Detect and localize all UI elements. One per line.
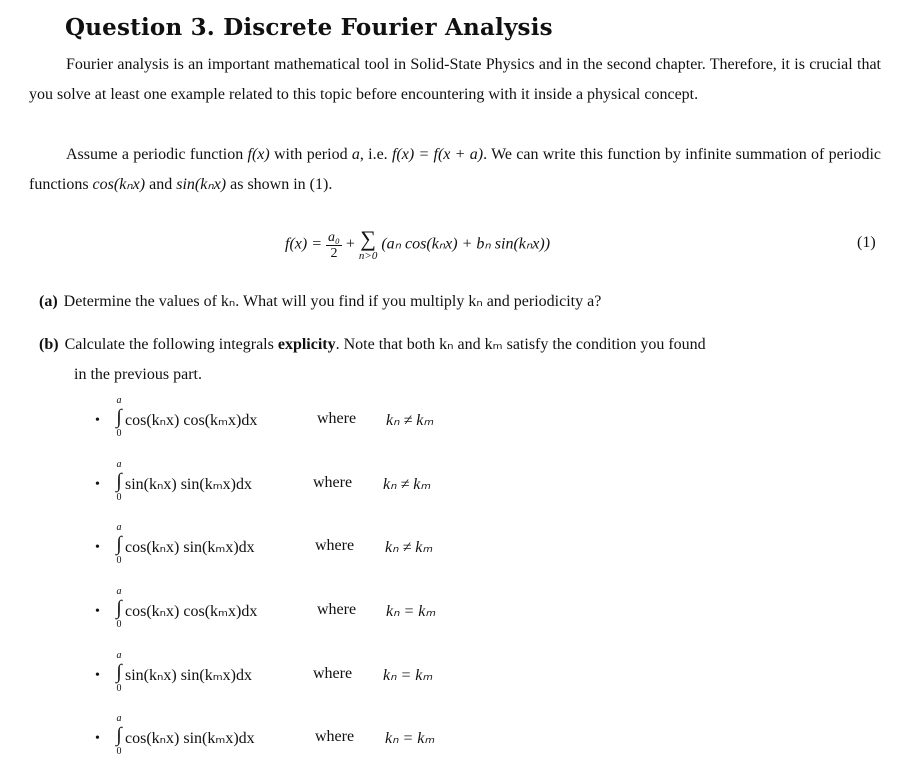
bullet-dot: •: [95, 540, 100, 555]
assume-mid3: . We can write this function by infinite summation of periodic functions: [29, 146, 882, 193]
integral-sign: [112, 460, 126, 503]
bullet-dot: •: [95, 731, 100, 746]
part-b-label: (b): [39, 336, 59, 353]
part-a-text: Determine the values of kₙ. What will you find if you multiply kₙ and periodicity a?: [63, 293, 602, 310]
where-label: where: [317, 410, 357, 427]
integral-symbol: ∫: [116, 470, 122, 492]
where-label: where: [315, 728, 355, 745]
assume-mid2: , i.e.: [359, 146, 392, 163]
assume-text: [29, 140, 881, 200]
integral-condition: kₙ = kₘ: [386, 603, 436, 620]
part-b: [39, 330, 881, 390]
assume-mid1: with period: [269, 146, 352, 163]
fourier-equation: [285, 228, 550, 262]
bullet-dot: •: [95, 604, 100, 619]
integral-symbol: ∫: [116, 533, 122, 555]
integral-symbol: ∫: [116, 661, 122, 683]
integral-lower: 0: [116, 555, 122, 566]
part-a-label: (a): [39, 293, 58, 310]
integral-upper: a: [116, 586, 122, 597]
integrand: sin(kₙx) sin(kₘx)dx: [125, 476, 252, 493]
assume-cos: cos(kₙx): [92, 176, 146, 193]
integral-condition: kₙ ≠ kₘ: [383, 476, 431, 493]
integral-condition: kₙ ≠ kₘ: [385, 539, 433, 556]
equation-body: (aₙ cos(kₙx) + bₙ sin(kₙx)): [381, 235, 551, 253]
where-label: where: [313, 474, 353, 491]
integral-sign: [112, 523, 126, 566]
integral-upper: a: [116, 522, 122, 533]
part-b-bold: explicity: [277, 336, 336, 353]
assume-and: and: [145, 176, 177, 193]
integrand: cos(kₙx) sin(kₘx)dx: [125, 730, 255, 747]
equation-plus: +: [345, 235, 355, 253]
integral-upper: a: [116, 459, 122, 470]
integrand: cos(kₙx) sin(kₘx)dx: [125, 539, 255, 556]
summation-symbol: ∑: [360, 226, 376, 251]
integral-upper: a: [116, 650, 122, 661]
bullet-dot: •: [95, 413, 100, 428]
integral-sign: [112, 587, 126, 630]
assume-sin: sin(kₙx): [176, 176, 227, 193]
integral-symbol: ∫: [116, 406, 122, 428]
integral-condition: kₙ ≠ kₘ: [386, 412, 434, 429]
integral-condition: kₙ = kₘ: [385, 730, 435, 747]
assume-paragraph: [29, 140, 881, 200]
bullet-dot: •: [95, 477, 100, 492]
intro-text: Fourier analysis is an important mathematical tool in Solid-State Physics and in the second chapter. Therefore, it is crucial that you solve at least one example related to this topic before encountering with it inside a physical concept.: [29, 56, 881, 103]
integrand: cos(kₙx) cos(kₘx)dx: [125, 603, 258, 620]
equation-fraction: [326, 230, 342, 261]
integral-symbol: ∫: [116, 724, 122, 746]
where-label: where: [313, 665, 353, 682]
part-a: [39, 287, 881, 317]
summation: [359, 228, 377, 262]
bullet-dot: •: [95, 668, 100, 683]
assume-pre: Assume a periodic function: [66, 146, 248, 163]
question-title: Question 3. Discrete Fourier Analysis: [65, 14, 553, 41]
integral-lower: 0: [116, 746, 122, 757]
integral-upper: a: [116, 395, 122, 406]
integral-condition: kₙ = kₘ: [383, 667, 433, 684]
integral-sign: [112, 651, 126, 694]
fraction-numerator: a₀: [328, 229, 340, 245]
integral-lower: 0: [116, 428, 122, 439]
integral-upper: a: [116, 713, 122, 724]
equation-number: (1): [857, 234, 876, 251]
equation-lhs: f(x) =: [285, 235, 322, 253]
summation-subscript: n>0: [358, 250, 378, 262]
integral-symbol: ∫: [116, 597, 122, 619]
part-b-line2: in the previous part.: [74, 366, 202, 383]
integrand: sin(kₙx) sin(kₘx)dx: [125, 667, 252, 684]
integral-sign: [112, 714, 126, 757]
where-label: where: [315, 537, 355, 554]
integral-sign: [112, 396, 126, 439]
integral-lower: 0: [116, 492, 122, 503]
part-b-pre: Calculate the following integrals: [64, 336, 278, 353]
integral-lower: 0: [116, 683, 122, 694]
part-b-post: . Note that both kₙ and kₘ satisfy the condition you found: [335, 336, 706, 353]
fraction-denominator: 2: [330, 245, 338, 261]
where-label: where: [317, 601, 357, 618]
assume-post: as shown in (1).: [226, 176, 333, 193]
intro-paragraph: [29, 50, 881, 110]
integrand: cos(kₙx) cos(kₘx)dx: [125, 412, 258, 429]
assume-a: a: [351, 146, 360, 163]
assume-periodicity: f(x) = f(x + a): [391, 146, 484, 163]
integral-lower: 0: [116, 619, 122, 630]
assume-fx: f(x): [247, 146, 270, 163]
